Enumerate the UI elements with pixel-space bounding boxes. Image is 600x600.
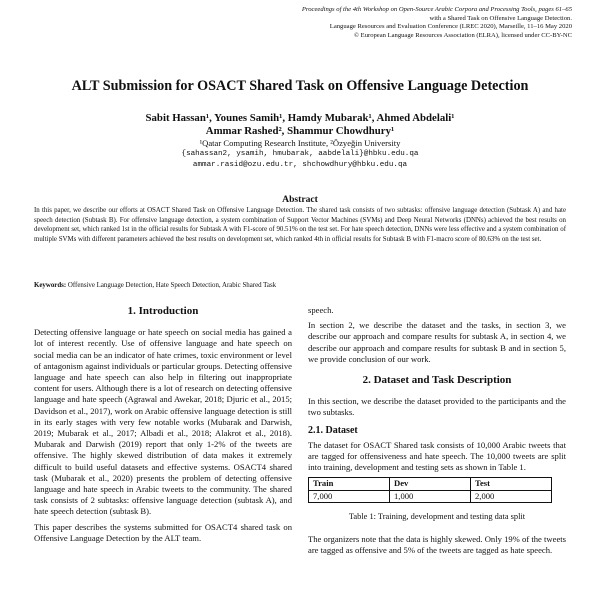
- section2-intro-paragraph: In this section, we describe the dataset provided to the participants and the two subtasks.: [308, 396, 566, 418]
- author-list: [0, 112, 600, 138]
- introduction-paragraph-1: Detecting offensive language or hate speech on social media has gained a lot of interest recently. Use of offensive language and hate speech on social media can be an indicator of hate crimes, toxic environment or level of antagonism against individuals or particular groups. Detecting offensive language and hate speech can also help in filtering out inappropriate content for users. Although there is a lot of research on detecting offensive language and hate speech (Agrawal and Awekar, 2018; Djuric et al., 2015; Davidson et al., 2017), work on Arabic offensive language detection is still in its early stages with very few notable works (Mubarak and Darwish, 2019; Mubarak et al., 2017; Albadi et al., 2018; Alakrot et al., 2018). Mubarak and Darwish (2019) report that only 1-2% of the tweets are offensive. The highly skewed distribution of data makes it extremely difficult to build useful datasets and effective systems. OSACT4 shared task (Mubarak et al., 2020) presents the problem of detecting offensive language and hate speech in Arabic tweets to the community. The shared task consists of 2 subtasks: offensive language detection (subtask A), and hate speech detection (subtask B).: [34, 327, 292, 517]
- proceedings-header: [192, 6, 572, 40]
- table-header-train: Train: [309, 478, 390, 490]
- subsection-heading-dataset: 2.1. Dataset: [308, 424, 358, 436]
- proceedings-line-4: © European Language Resources Association (ELRA), licensed under CC-BY-NC: [354, 31, 572, 39]
- authors-line-2: Ammar Rashed², Shammur Chowdhury¹: [205, 125, 395, 137]
- table-header-dev: Dev: [390, 478, 471, 490]
- keywords-text: Offensive Language Detection, Hate Speech Detection, Arabic Shared Task: [67, 282, 277, 289]
- abstract-text: In this paper, we describe our efforts at OSACT Shared Task on Offensive Language Detection. The shared task consists of two subtasks: offensive language detection (Subtask A) and hate speech detection (Subtask B). For offensive language detection, a system combination of Support Vector Machines (SVMs) and Deep Neural Networks (DNNs) achieved the best results on development set, which ranked 1st in the official results for Subtask A with F1-score of 90.51% on the test set. For hate speech detection, DNNs were less effective and a system combination of multiple SVMs with different parameters achieved the best results on development set, which ranked 4th in official results for Subtask B with F1-macro score of 80.63% on the test set.: [34, 207, 566, 243]
- bottom-paragraph: The organizers note that the data is highly skewed. Only 19% of the tweets are tagged as offensive and 5% of the tweets are tagged as hate speech.: [308, 534, 566, 556]
- right-column: [308, 305, 566, 560]
- affiliations: [0, 138, 600, 171]
- table-cell-train: 7,000: [309, 490, 390, 502]
- keywords: [34, 282, 566, 289]
- table-header-row: [309, 478, 552, 490]
- authors-line-1: Sabit Hassan¹, Younes Samih¹, Hamdy Mubarak¹, Ahmed Abdelali¹: [145, 112, 455, 124]
- data-split-table: [308, 477, 552, 502]
- outline-paragraph: In section 2, we describe the dataset and the tasks, in section 3, we describe our approach and compare results for subtask A, in section 4, we describe our approach and compare results for subtask B and in section 5, we provide conclusion of our work.: [308, 320, 566, 364]
- email-line-2: ammar.rasid@ozu.edu.tr, shchowdhury@hbku.edu.qa: [192, 161, 408, 169]
- table-cell-dev: 1,000: [390, 490, 471, 502]
- table-caption: Table 1: Training, development and testing data split: [348, 511, 526, 521]
- table-cell-test: 2,000: [471, 490, 552, 502]
- introduction-paragraph-2: This paper describes the systems submitted for OSACT4 shared task on Offensive Language Detection by the ALT team.: [34, 521, 292, 543]
- table-header-test: Test: [471, 478, 552, 490]
- proceedings-line-1: Proceedings of the 4th Workshop on Open-Source Arabic Corpora and Processing Tools, pages 61–65: [301, 6, 572, 13]
- affiliation-line: ¹Qatar Computing Research Institute, ²Özyeğin University: [199, 138, 401, 148]
- email-line-1: {sahassan2, ysamih, hmubarak, aabdelali}@hbku.edu.qa: [181, 150, 419, 158]
- table-row: [309, 490, 552, 502]
- continued-paragraph: speech.: [308, 305, 334, 315]
- keywords-label: Keywords:: [34, 282, 67, 289]
- section-heading-introduction: 1. Introduction: [127, 305, 199, 317]
- proceedings-line-3: Language Resources and Evaluation Conference (LREC 2020), Marseille, 11–16 May 2020: [329, 23, 572, 31]
- paper-title: ALT Submission for OSACT Shared Task on Offensive Language Detection: [71, 78, 529, 94]
- dataset-paragraph: The dataset for OSACT Shared task consists of 10,000 Arabic tweets that are tagged for offensiveness and hate speech. The 10,000 tweets are split into training, development and testing sets as shown in Table 1.: [308, 439, 566, 473]
- section-heading-dataset-task: 2. Dataset and Task Description: [362, 374, 512, 387]
- proceedings-line-2: with a Shared Task on Offensive Language Detection.: [429, 14, 572, 22]
- left-column: [34, 304, 292, 548]
- abstract-heading: Abstract: [282, 194, 318, 205]
